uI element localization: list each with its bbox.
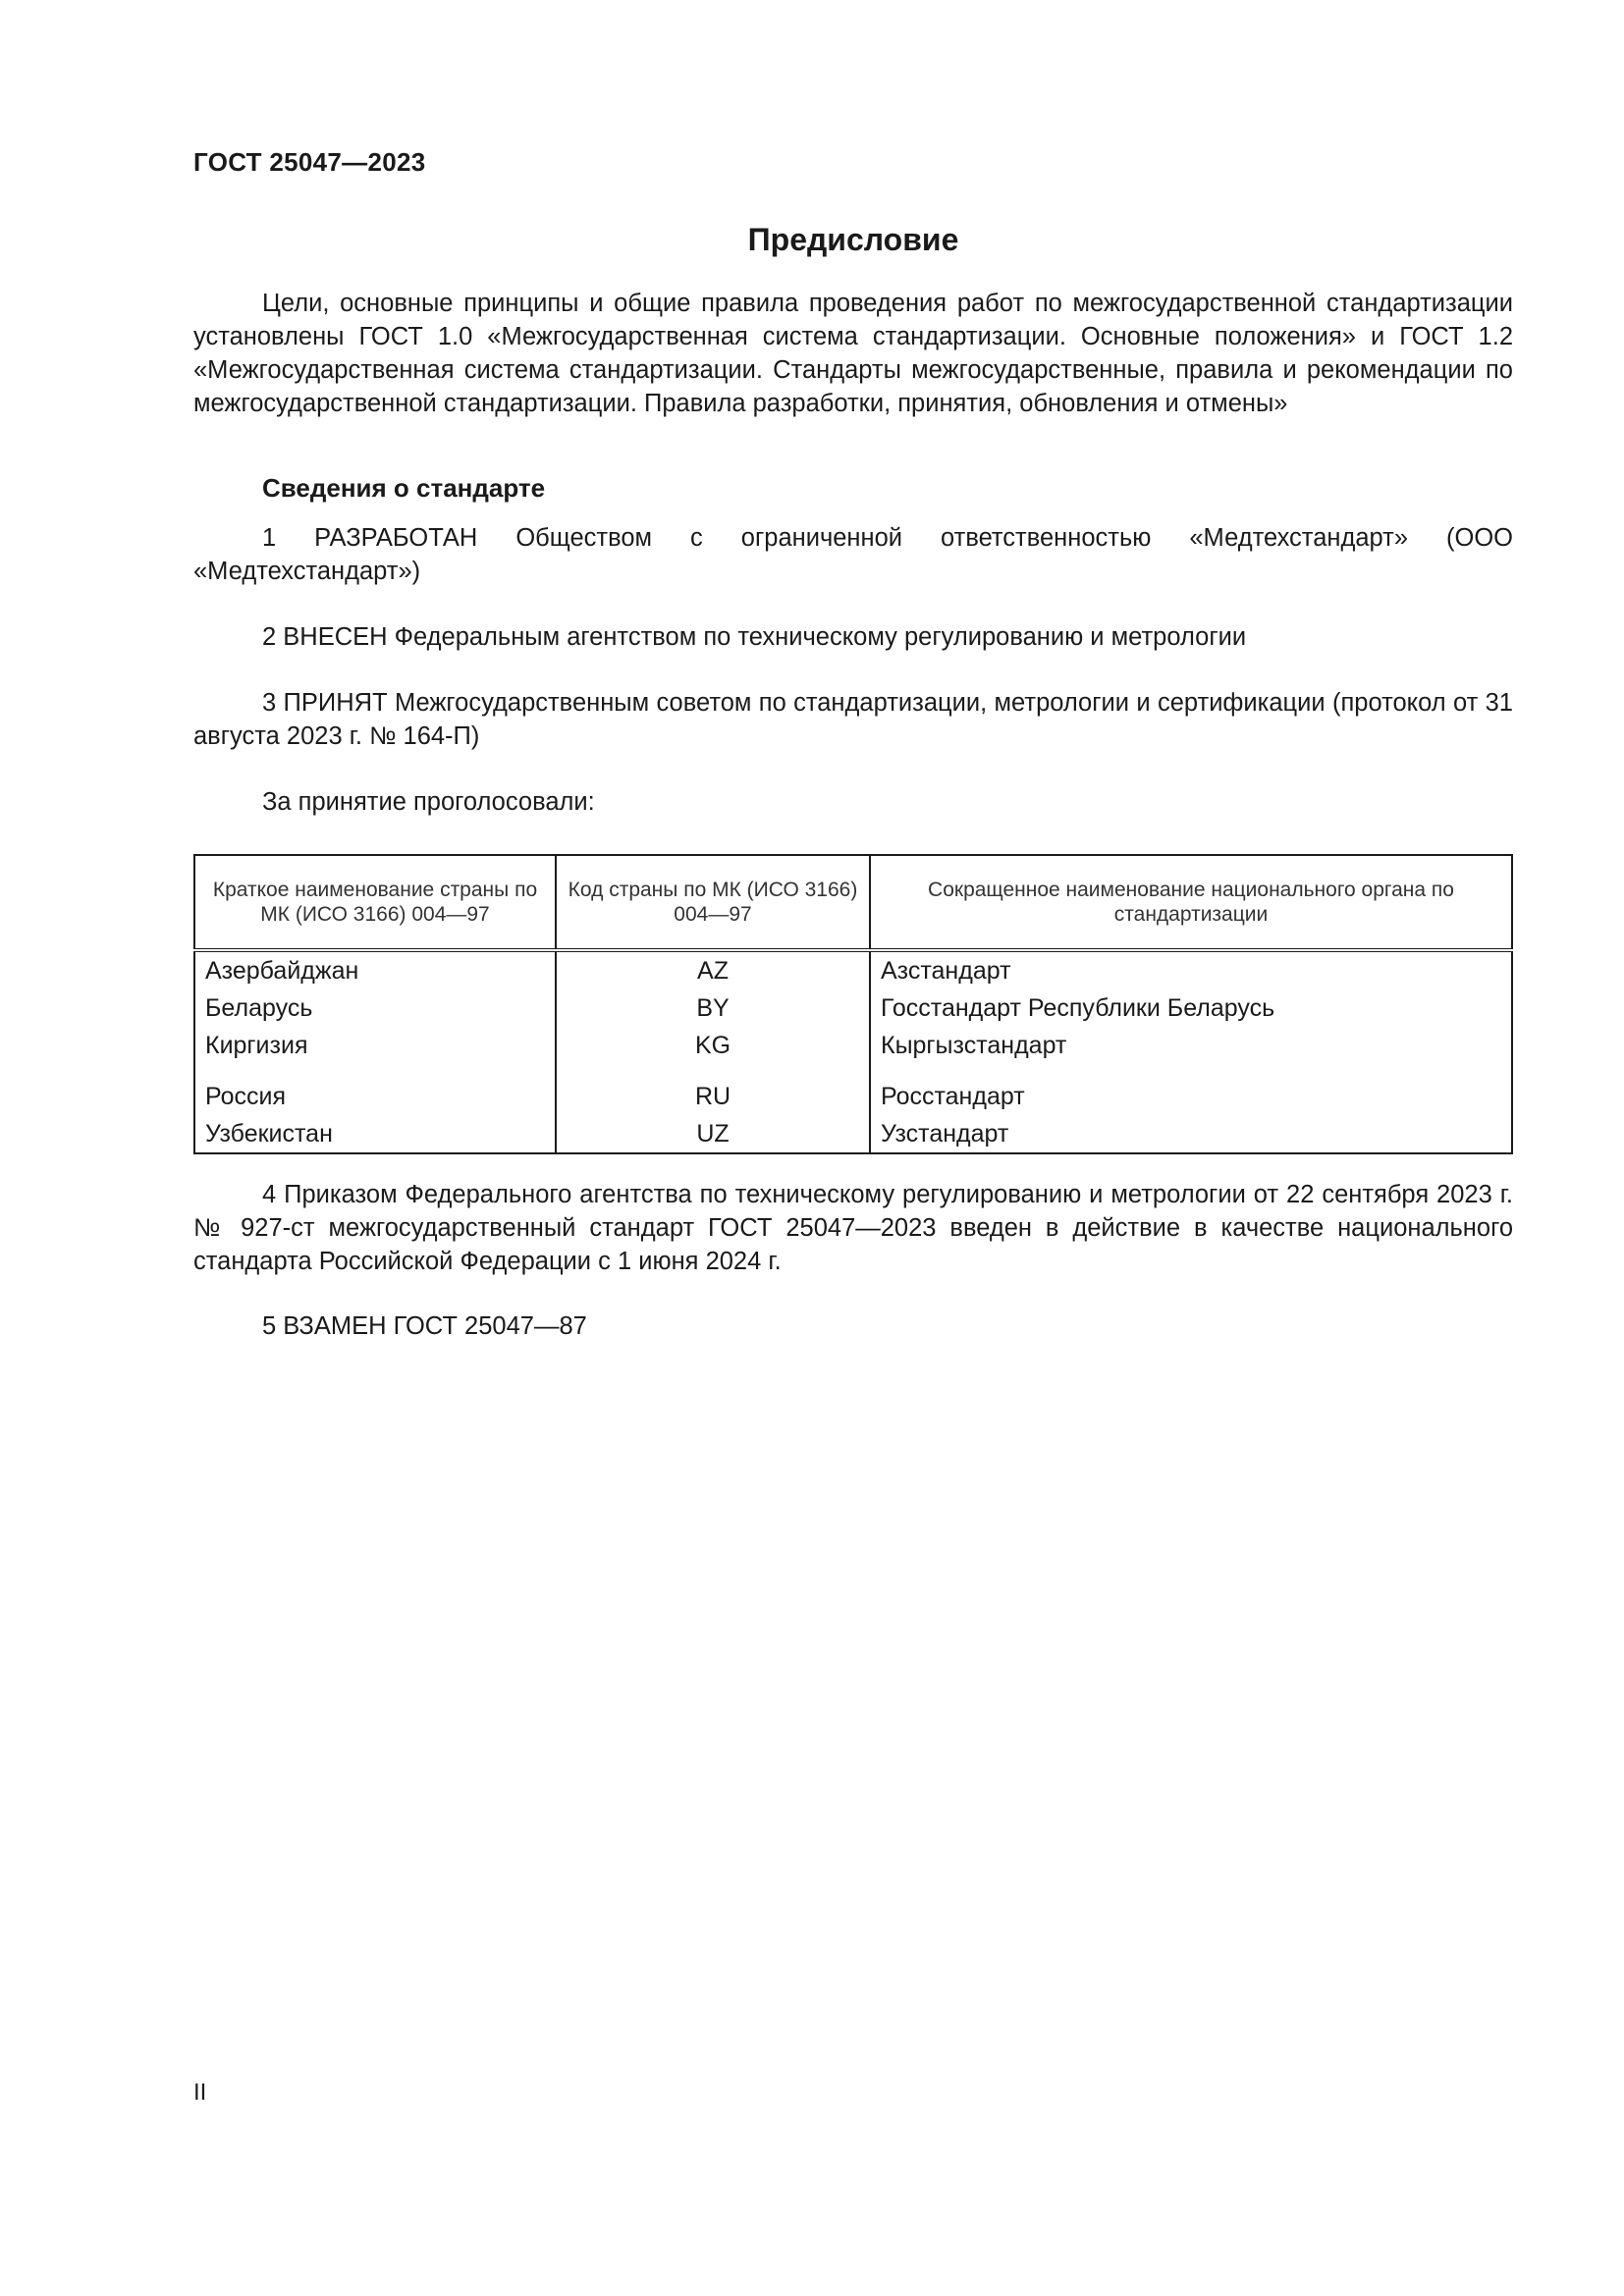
cell-code: BY bbox=[556, 989, 870, 1027]
cell-body: Кыргызстандарт bbox=[881, 1031, 1067, 1059]
cell-country: Киргизия bbox=[194, 1027, 556, 1064]
section-subheading: Сведения о стандарте bbox=[262, 473, 546, 503]
intro-paragraph: Цели, основные принципы и общие правила проведения работ по межгосударственной стандартизации установлены ГОСТ 1.0 «Межгосударственная система стандартизации. Основные положения» и ГОСТ 1.2 «Межгосударственная система стандартизации. Стандарты межгосударственные, правила и рекомендации по межгосударственной стандартизации. Правила разработки, принятия, обновления и отмены» bbox=[193, 290, 1513, 417]
cell-country: Узбекистан bbox=[194, 1115, 556, 1153]
table-row bbox=[194, 950, 1512, 989]
cell-body: Росстандарт bbox=[881, 1083, 1025, 1110]
cell-country: Азербайджан bbox=[194, 950, 556, 989]
header-national-body: Сокращенное наименование национального органа по стандартизации bbox=[870, 855, 1512, 950]
cell-code: KG bbox=[556, 1027, 870, 1064]
cell-country: Россия bbox=[194, 1064, 556, 1115]
voting-countries-table bbox=[193, 854, 1513, 1154]
cell-body: Азстандарт bbox=[881, 956, 1011, 985]
cell-body: Узстандарт bbox=[881, 1119, 1009, 1148]
cell-code: RU bbox=[556, 1064, 870, 1115]
vote-intro: За принятие проголосовали: bbox=[262, 788, 595, 816]
page-title: Предисловие bbox=[747, 222, 959, 257]
cell-code: AZ bbox=[556, 950, 870, 989]
item-enacted: 4 Приказом Федерального агентства по техническому регулированию и метрологии от 22 сентября 2023 г. № 927-ст межгосударственный стандарт ГОСТ 25047—2023 введен в действие в качестве национального стандарта Российской Федерации с 1 июня 2024 г. bbox=[193, 1181, 1513, 1275]
cell-country: Беларусь bbox=[194, 989, 556, 1027]
header-country-code: Код страны по МК (ИСО 3166) 004—97 bbox=[556, 855, 870, 950]
table-row bbox=[194, 989, 1512, 1027]
page-number: II bbox=[193, 2079, 207, 2106]
table-row bbox=[194, 1027, 1512, 1064]
item-replaces: 5 ВЗАМЕН ГОСТ 25047—87 bbox=[262, 1312, 587, 1340]
table-header-row bbox=[194, 855, 1512, 950]
table-row bbox=[194, 1115, 1512, 1153]
standard-code-header: ГОСТ 25047—2023 bbox=[193, 147, 426, 177]
table-row bbox=[194, 1064, 1512, 1115]
item-developed: 1 РАЗРАБОТАН Обществом с ограниченной ответственностью «Медтехстандарт» (ООО «Медтехстандарт») bbox=[193, 524, 1513, 585]
header-country-name: Краткое наименование страны по МК (ИСО 3166) 004—97 bbox=[194, 855, 556, 950]
cell-code: UZ bbox=[556, 1115, 870, 1153]
item-adopted: 3 ПРИНЯТ Межгосударственным советом по стандартизации, метрологии и сертификации (протокол от 31 августа 2023 г. № 164-П) bbox=[193, 689, 1513, 750]
item-submitted: 2 ВНЕСЕН Федеральным агентством по техническому регулированию и метрологии bbox=[262, 623, 1247, 651]
cell-body: Госстандарт Республики Беларусь bbox=[881, 993, 1275, 1022]
